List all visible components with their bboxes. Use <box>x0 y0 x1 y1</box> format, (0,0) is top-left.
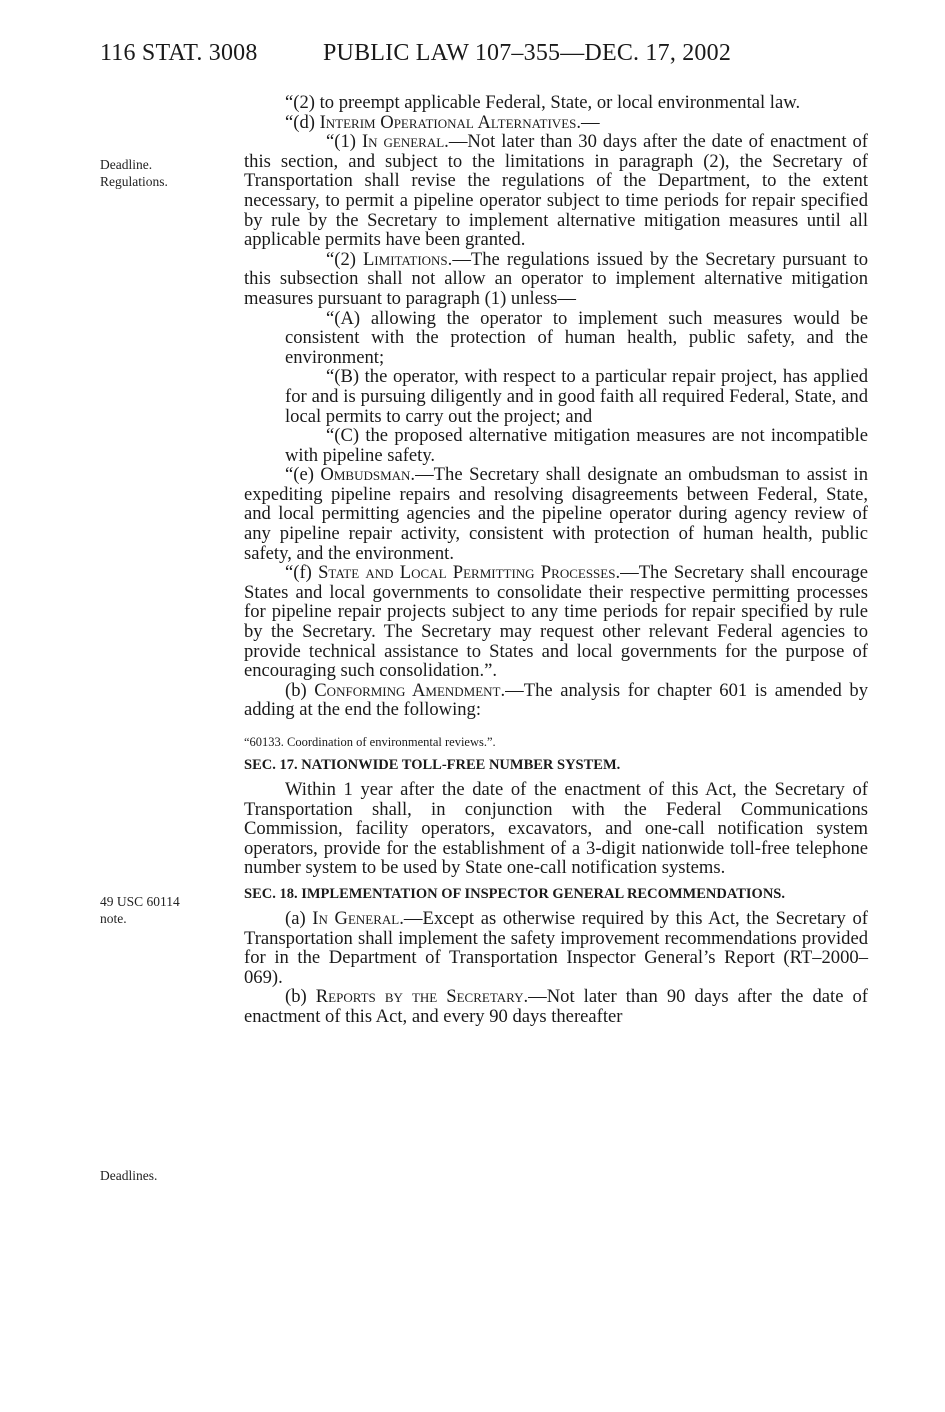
subsection-b <box>244 681 868 720</box>
subsection-e-lead: “(e) <box>285 464 314 486</box>
page-stat-citation: 116 STAT. 3008 <box>100 40 258 66</box>
section-18-a-text: —Except as otherwise required by this Act, the Secretary of Transportation shall implement the safety improvement recommendations provided for in the Department of Transportation Inspector General’s Report (RT–2000–069). <box>244 907 868 988</box>
margin-note-deadlines <box>100 1167 157 1184</box>
margin-note-regulations-text: Regulations. <box>100 174 168 189</box>
subsection-d-heading <box>244 113 868 133</box>
paragraph-d1-lead: “(1) <box>326 131 356 153</box>
margin-note-deadline-text: Deadline. <box>100 157 153 172</box>
clause-d2a: “(A) allowing the operator to implement such measures would be consistent with the protection of human health, public safety, and the environment; <box>285 307 868 368</box>
margin-note-usc <box>100 893 180 927</box>
section-17-text: Within 1 year after the date of the enactment of this Act, the Secretary of Transportation shall, in conjunction with the Federal Communications Commission, facility operators, excavators, and one-call notification system operators, provide for the establishment of a 3-digit nationwide toll-free telephone number system to be used by State one-call notification systems. <box>244 779 868 879</box>
subsection-b-text: —The analysis for chapter 601 is amended by adding at the end the following: <box>244 679 869 721</box>
section-18-b-text: —Not later than 90 days after the date of enactment of this Act, and every 90 days thereafter <box>244 986 869 1027</box>
subsection-e <box>244 465 868 563</box>
paragraph-d2-text: —The regulations issued by the Secretary pursuant to this subsection shall not allow an operator to implement alternative mitigation measures pursuant to paragraph (1) unless— <box>244 248 868 309</box>
subsection-d-title: Interim Operational Alternatives. <box>319 111 582 133</box>
subsection-e-text: —The Secretary shall designate an ombudsman to assist in expediting pipeline repairs and resolving disagreements between Federal, State, and local permitting agencies and the pipeline operator during agency review of any pipeline repair activity, consistent with protection of human health, public safety, and the environment. <box>244 464 868 564</box>
paragraph-preempt: “(2) to preempt applicable Federal, State, or local environmental law. <box>285 92 801 113</box>
clause-d2c: “(C) the proposed alternative mitigation measures are not incompatible with pipeline safety. <box>285 425 868 466</box>
paragraph-d2-lead: “(2) <box>326 248 356 270</box>
subsection-b-heading: Conforming Amendment. <box>314 679 506 701</box>
subsection-f <box>244 563 868 681</box>
subsection-d-lead: “(d) <box>285 111 315 133</box>
margin-note-deadline <box>100 156 168 190</box>
section-17-heading: SEC. 17. NATIONWIDE TOLL-FREE NUMBER SYSTEM. <box>244 757 621 773</box>
margin-note-note-text: note. <box>100 911 127 926</box>
section-18-a-lead: (a) <box>285 907 306 929</box>
section-18-b-heading: Reports by the Secretary. <box>315 986 529 1008</box>
clause-d2b: “(B) the operator, with respect to a particular repair project, has applied for and is pursuing diligently and in good faith all required Federal, State, and local permits to carry out the project; and <box>285 366 868 427</box>
paragraph-d2-heading: Limitations. <box>362 248 453 270</box>
paragraph-d2 <box>244 250 868 309</box>
subsection-d-dash: — <box>581 111 600 133</box>
section-18-heading: SEC. 18. IMPLEMENTATION OF INSPECTOR GENERAL RECOMMENDATIONS. <box>244 885 785 902</box>
subsection-f-heading: State and Local Permitting Processes. <box>318 562 621 584</box>
section-18-b-lead: (b) <box>285 986 307 1008</box>
subsection-e-heading: Ombudsman. <box>320 464 416 486</box>
subsection-f-lead: “(f) <box>285 562 312 584</box>
statute-body <box>244 93 868 1027</box>
paragraph-d1-text: —Not later than 30 days after the date of enactment of this section, and subject to the limitations in paragraph (2), the Secretary of Transportation shall revise the regulations of the Department, to the extent necessary, to permit a pipeline operator subject to time periods for repair specified by rule by the Secretary to implement alternative mitigation measures until all applicable permits have been granted. <box>244 131 868 251</box>
section-18-a <box>244 909 868 987</box>
subsection-b-lead: (b) <box>285 679 307 701</box>
section-18-a-heading: In General. <box>312 907 404 929</box>
running-head: PUBLIC LAW 107–355—DEC. 17, 2002 <box>323 40 732 66</box>
analysis-entry: “60133. Coordination of environmental reviews.”. <box>244 735 496 749</box>
paragraph-d1-heading: In general. <box>361 131 449 153</box>
margin-note-deadlines-text: Deadlines. <box>100 1168 158 1183</box>
section-18-b <box>244 987 868 1026</box>
margin-note-usc-text: 49 USC 60114 <box>100 894 180 909</box>
subsection-f-text: —The Secretary shall encourage States and local governments to consolidate their respective permitting processes for pipeline repair projects subject to any time periods for repair specified by rule by the Secretary. The Secretary may request other relevant Federal agencies to provide technical assistance to States and local governments for the purpose of encouraging such consolidation.”. <box>244 562 868 682</box>
paragraph-d1 <box>244 132 868 250</box>
